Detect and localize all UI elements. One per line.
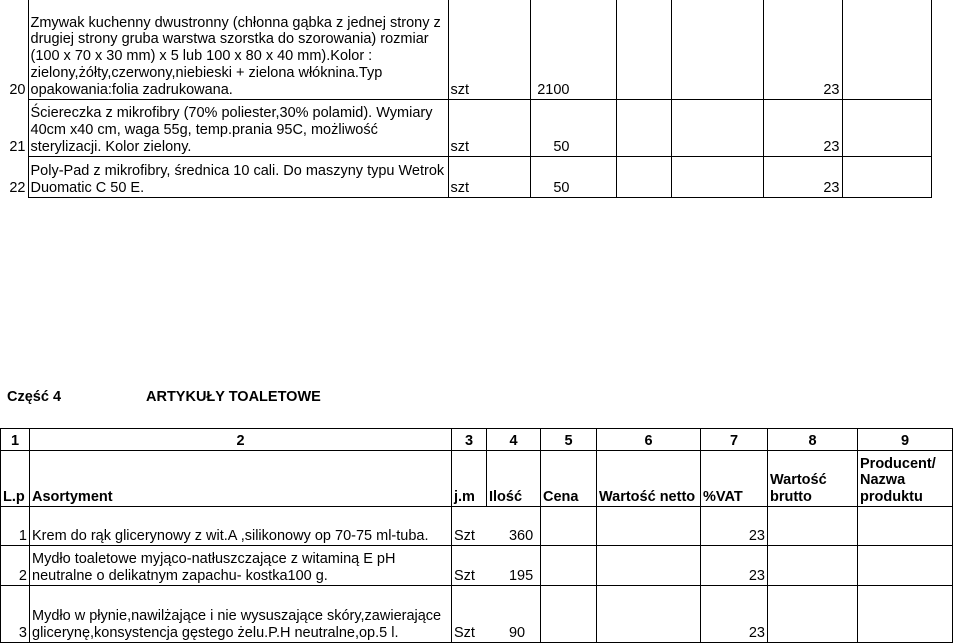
quantity-cell: 195: [508, 568, 534, 585]
table-row: [0, 156, 960, 197]
gross-value-cell: [842, 156, 931, 197]
column-number: 4: [487, 429, 541, 451]
column-number: 8: [768, 429, 858, 451]
items-table: [0, 428, 953, 643]
empty-cell: [931, 0, 960, 99]
header-price: Cena: [541, 451, 597, 507]
section-label: Część 4: [7, 389, 62, 405]
net-value-cell: [597, 546, 701, 586]
column-number: 2: [30, 429, 452, 451]
unit-cell: szt: [448, 99, 530, 156]
item-description: Mydło toaletowe myjąco-natłuszczające z witaminą E pH neutralne o delikatnym zapachu- kostka100 g.: [30, 546, 452, 586]
header-lp: L.p: [1, 451, 30, 507]
net-value-cell: [597, 507, 701, 546]
vat-cell: 23: [701, 546, 768, 586]
item-description: Zmywak kuchenny dwustronny (chłonna gąbka z jednej strony z drugiej strony gruba warstwa szorstka do szorowania) rozmiar (100 x 70 x 30 mm) x 5 lub 100 x 80 x 40 mm).Kolor : zielony,żółty,czerwony,niebieski + zielona włóknina.Typ opakowania:folia zadrukowana.: [28, 0, 448, 99]
quantity-cell: 2100: [530, 0, 616, 99]
unit-cell: szt: [448, 156, 530, 197]
quantity-cell: 90: [508, 625, 526, 642]
price-cell: [541, 507, 597, 546]
price-cell: [616, 99, 671, 156]
price-cell: [616, 0, 671, 99]
net-value-cell: [671, 99, 763, 156]
row-number: 3: [1, 586, 30, 643]
header-net-value: Wartość netto: [597, 451, 701, 507]
vat-cell: 23: [763, 99, 842, 156]
vat-cell: 23: [763, 0, 842, 99]
item-description: Mydło w płynie,nawilżające i nie wysuszające skóry,zawierające glicerynę,konsystencja gęstego żelu.P.H neutralne,op.5 l.: [30, 586, 452, 643]
row-number: 20: [9, 82, 26, 99]
section-heading: [7, 389, 321, 405]
producer-cell: [858, 507, 953, 546]
table-row: [1, 586, 953, 643]
quantity-cell: 360: [508, 528, 534, 545]
unit-cell: szt: [448, 0, 530, 99]
column-number-row: [1, 429, 953, 451]
header-producer: Producent/ Nazwa produktu: [858, 451, 953, 507]
row-number: 21: [9, 139, 26, 156]
item-description: Ściereczka z mikrofibry (70% poliester,30% polamid). Wymiary 40cm x40 cm, waga 55g, temp.prania 95C, możliwość sterylizacji. Kolor zielony.: [28, 99, 448, 156]
header-quantity: Ilość: [487, 451, 541, 507]
column-number: 7: [701, 429, 768, 451]
column-number: 6: [597, 429, 701, 451]
producer-cell: [858, 546, 953, 586]
table-row: [1, 546, 953, 586]
header-gross-value: Wartość brutto: [768, 451, 858, 507]
gross-value-cell: [842, 99, 931, 156]
header-vat: %VAT: [701, 451, 768, 507]
price-cell: [541, 586, 597, 643]
producer-cell: [858, 586, 953, 643]
row-number: 22: [9, 180, 26, 197]
price-cell: [541, 546, 597, 586]
quantity-cell: 50: [530, 99, 616, 156]
header-unit: j.m: [452, 451, 487, 507]
unit-cell: Szt: [454, 625, 475, 642]
row-number: 1: [1, 507, 30, 546]
unit-cell: Szt: [454, 528, 475, 545]
empty-cell: [931, 99, 960, 156]
continuation-table: [0, 0, 960, 198]
column-number: 5: [541, 429, 597, 451]
table-row: [0, 99, 960, 156]
empty-cell: [931, 156, 960, 197]
gross-value-cell: [768, 546, 858, 586]
column-number: 9: [858, 429, 953, 451]
column-number: 3: [452, 429, 487, 451]
gross-value-cell: [768, 507, 858, 546]
vat-cell: 23: [763, 156, 842, 197]
table-row: [1, 507, 953, 546]
section-title: ARTYKUŁY TOALETOWE: [146, 389, 321, 405]
header-asortyment: Asortyment: [30, 451, 452, 507]
item-description: Poly-Pad z mikrofibry, średnica 10 cali. Do maszyny typu Wetrok Duomatic C 50 E.: [28, 156, 448, 197]
column-number: 1: [1, 429, 30, 451]
vat-cell: 23: [701, 586, 768, 643]
gross-value-cell: [842, 0, 931, 99]
item-description: Krem do rąk glicerynowy z wit.A ,silikonowy op 70-75 ml-tuba.: [30, 507, 452, 546]
net-value-cell: [671, 156, 763, 197]
net-value-cell: [597, 586, 701, 643]
gross-value-cell: [768, 586, 858, 643]
row-number: 2: [1, 546, 30, 586]
header-row: [1, 451, 953, 507]
price-cell: [616, 156, 671, 197]
table-row: [0, 0, 960, 99]
unit-cell: Szt: [454, 568, 475, 585]
vat-cell: 23: [701, 507, 768, 546]
quantity-cell: 50: [530, 156, 616, 197]
net-value-cell: [671, 0, 763, 99]
